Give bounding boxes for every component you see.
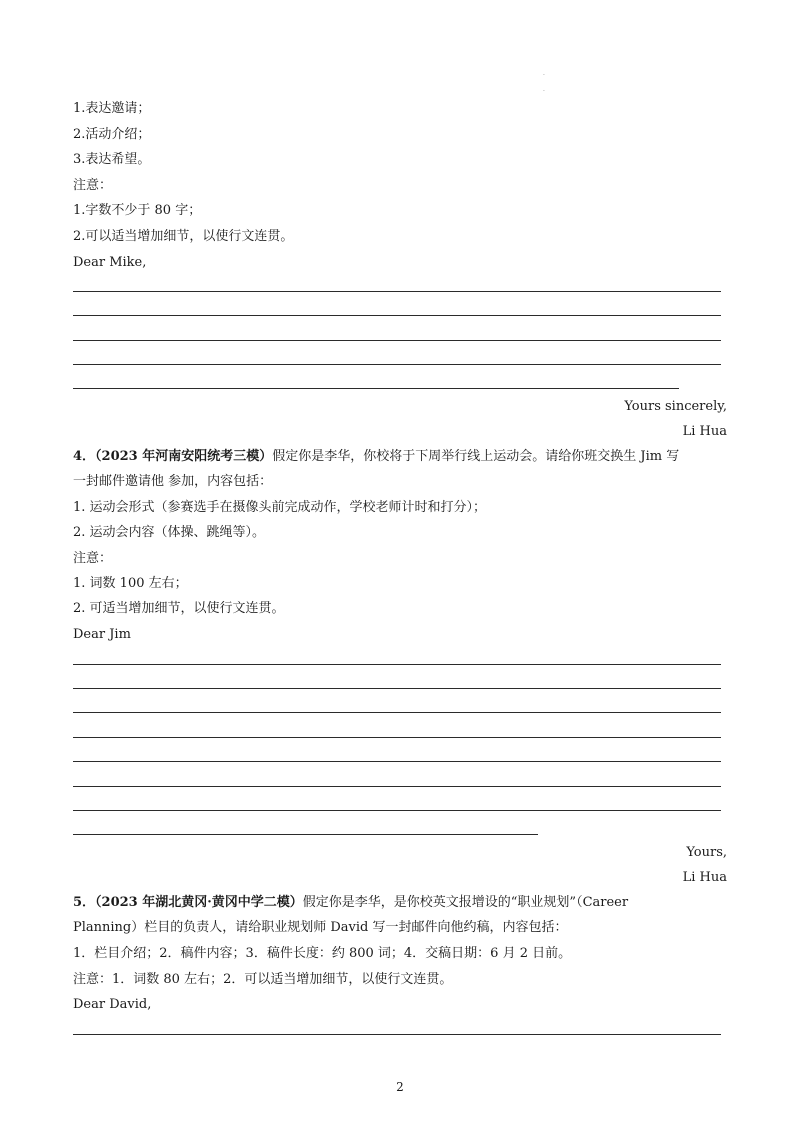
note-item: 2.可以适当增加细节，以使行文连贯。: [73, 229, 294, 244]
note-item: 2. 可适当增加细节，以使行文连贯。: [73, 601, 285, 616]
note-item: 1.字数不少于 80 字；: [73, 203, 202, 218]
question-source: （2023 年河南安阳统考三模）: [95, 449, 273, 464]
requirement-item: 2.活动介绍；: [73, 127, 151, 142]
question-number: 4．: [73, 449, 96, 464]
letter-greeting: Dear Mike,: [73, 255, 147, 270]
question-source: （2023 年湖北黄冈·黄冈中学二模）: [95, 895, 303, 910]
requirement-item: 1.表达邀请；: [73, 101, 151, 116]
writing-line: [73, 834, 538, 835]
writing-line: [73, 291, 721, 292]
letter-greeting: Dear Jim: [73, 627, 131, 642]
letter-signature: Li Hua: [682, 870, 727, 885]
writing-line: [73, 786, 721, 787]
requirement-item: 2. 运动会内容（体操、跳绳等）。: [73, 525, 266, 540]
letter-greeting: Dear David,: [73, 997, 152, 1012]
writing-line: [73, 340, 721, 341]
question-prompt-cont: 一封邮件邀请他 参加，内容包括：: [73, 474, 273, 489]
writing-line: [73, 688, 721, 689]
note-label: 注意：: [73, 178, 113, 193]
letter-closing: Yours,: [686, 845, 727, 860]
note-label: 注意：: [73, 551, 113, 566]
writing-line: [73, 712, 721, 713]
writing-line: [73, 810, 721, 811]
note-item: 1. 词数 100 左右；: [73, 576, 188, 591]
page-number: 2: [396, 1080, 404, 1094]
question-prompt: 假定你是李华，你校将于下周举行线上运动会。请给你班交换生 Jim 写: [272, 449, 680, 464]
writing-line: [73, 315, 721, 316]
letter-signature: Li Hua: [682, 424, 727, 439]
writing-line: [73, 1034, 721, 1035]
scan-mark: ·: [543, 88, 545, 95]
writing-line: [73, 664, 721, 665]
requirement-item: 1. 运动会形式（参赛选手在摄像头前完成动作，学校老师计时和打分）；: [73, 500, 487, 515]
writing-line: [73, 388, 679, 389]
writing-line: [73, 737, 721, 738]
question-prompt: 假定你是李华，是你校英文报增设的“职业规划”（Career: [302, 895, 629, 910]
question-number: 5．: [73, 895, 96, 910]
scan-mark: ·: [543, 72, 545, 79]
question-4-prompt: [73, 449, 679, 465]
requirement-list: 1．栏目介绍；2．稿件内容；3．稿件长度：约 800 词；4．交稿日期：6 月 2 日前。: [73, 946, 572, 961]
writing-line: [73, 761, 721, 762]
note-list: 注意：1．词数 80 左右；2．可以适当增加细节，以使行文连贯。: [73, 972, 453, 987]
writing-line: [73, 364, 721, 365]
requirement-item: 3.表达希望。: [73, 152, 151, 167]
question-prompt-cont: Planning）栏目的负责人，请给职业规划师 David 写一封邮件向他约稿，内容包括：: [73, 920, 568, 935]
question-5-prompt: [73, 895, 628, 911]
letter-closing: Yours sincerely,: [624, 399, 727, 414]
